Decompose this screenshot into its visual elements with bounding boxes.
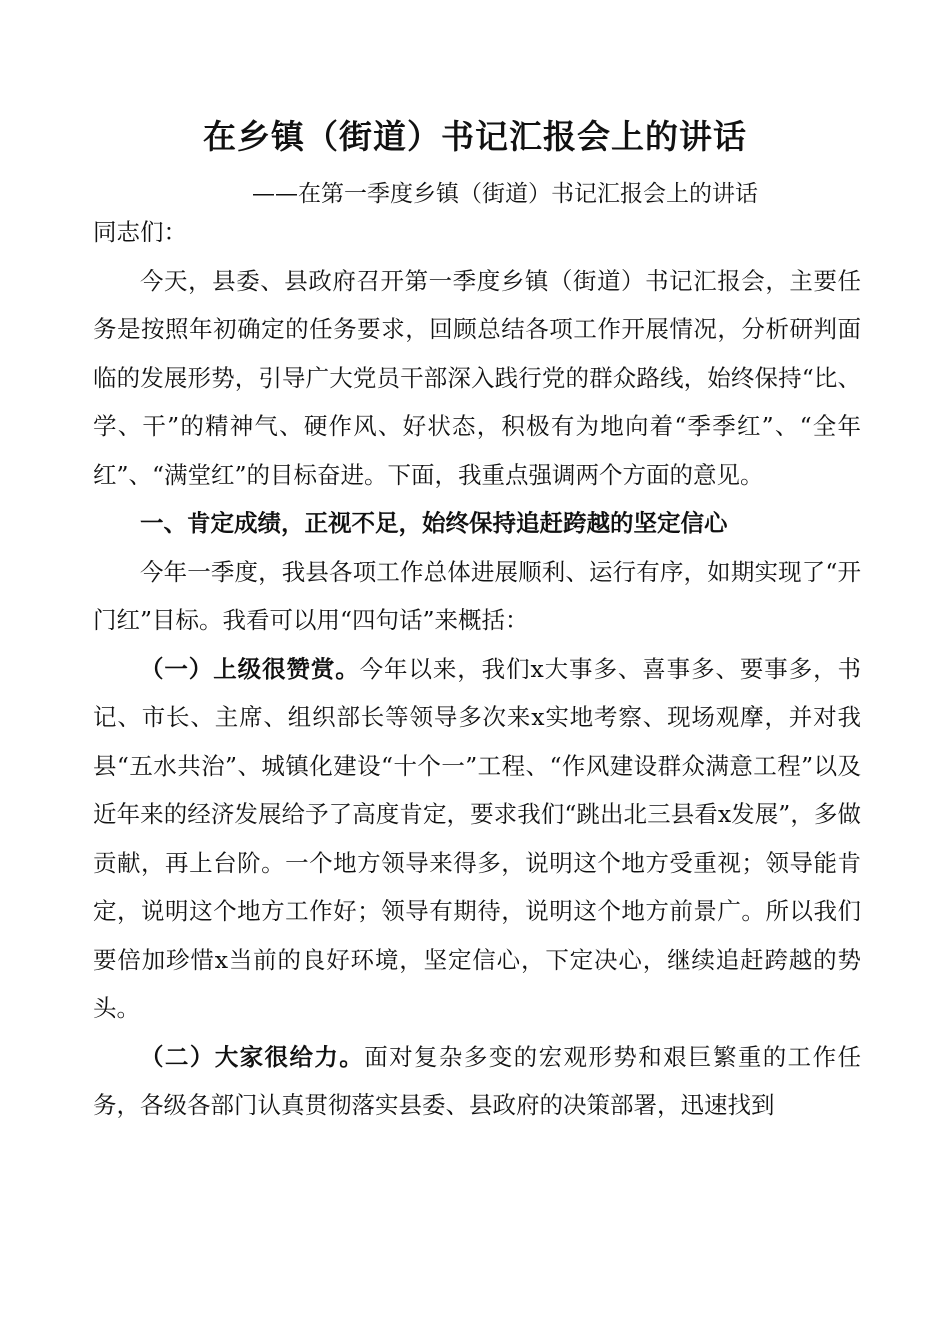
salutation: 同志们：	[93, 218, 187, 246]
section1-intro-paragraph: 今年一季度，我县各项工作总体进展顺利、运行有序，如期实现了“开门红”目标。我看可以用“四句话”来概括：	[93, 557, 861, 634]
document-subtitle: ——在第一季度乡镇（街道）书记汇报会上的讲话	[252, 181, 758, 207]
document-body	[93, 208, 861, 1130]
intro-paragraph: 今天，县委、县政府召开第一季度乡镇（街道）书记汇报会，主要任务是按照年初确定的任务要求，回顾总结各项工作开展情况，分析研判面临的发展形势，引导广大党员干部深入践行党的群众路线，始终保持“比、学、干”的精神气、硬作风、好状态，积极有为地向着“季季红”、“全年红”、“满堂红”的目标奋进。下面，我重点强调两个方面的意见。	[93, 266, 861, 489]
document-title: 在乡镇（街道）书记汇报会上的讲话	[203, 117, 747, 156]
point1-text: 今年以来，我们x大事多、喜事多、要事多，书记、市长、主席、组织部长等领导多次来x实地考察、现场观摩，并对我县“五水共治”、城镇化建设“十个一”工程、“作风建设群众满意工程”以及近年来的经济发展给予了高度肯定，要求我们“跳出北三县看x发展”，多做贡献，再上台阶。一个地方领导来得多，说明这个地方受重视；领导能肯定，说明这个地方工作好；领导有期待，说明这个地方前景广。所以我们要倍加珍惜x当前的良好环境，坚定信心，下定决心，继续追赶跨越的势头。	[93, 654, 862, 1022]
section-heading-1: 一、肯定成绩，正视不足，始终保持追赶跨越的坚定信心	[140, 509, 728, 537]
point2-paragraph	[93, 1033, 861, 1130]
point2-text: 面对复杂多变的宏观形势和艰巨繁重的工作任务，各级各部门认真贯彻落实县委、县政府的决策部署，迅速找到	[93, 1042, 862, 1119]
point1-paragraph	[93, 645, 861, 1033]
point1-lead: （一）上级很赞赏。	[140, 654, 360, 683]
point2-lead: （二）大家很给力。	[140, 1042, 365, 1071]
